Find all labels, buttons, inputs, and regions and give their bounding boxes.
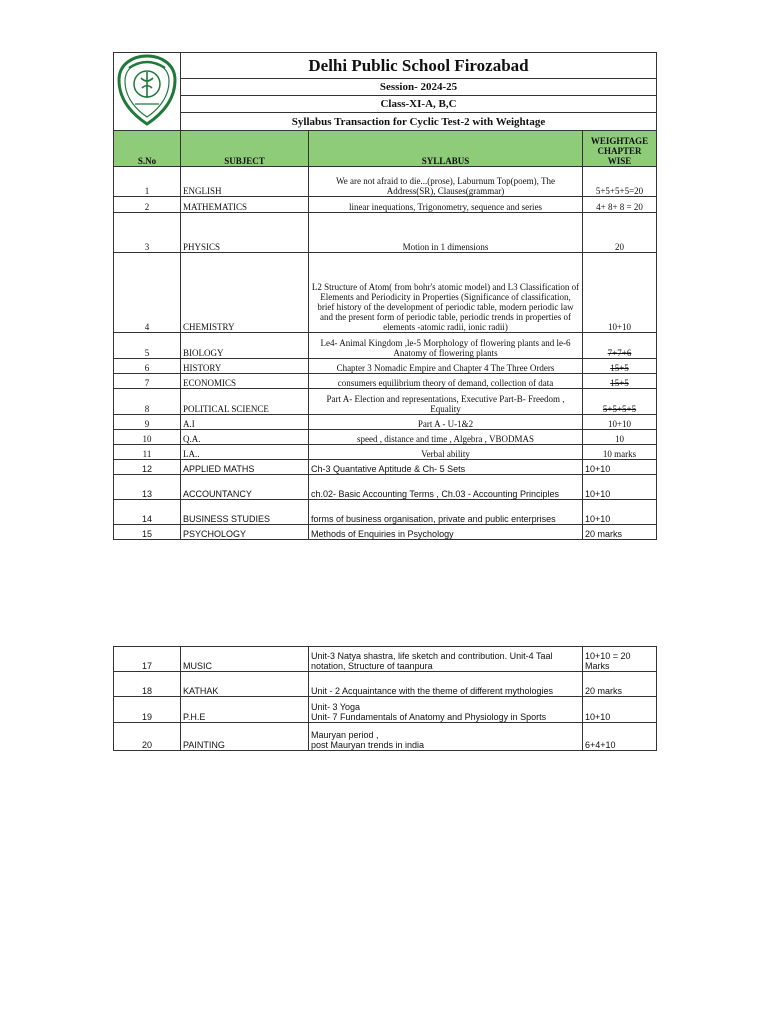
cell-syllabus: We are not afraid to die...(prose), Laburnum Top(poem), The Address(SR), Clauses(grammar) (309, 167, 583, 197)
table-row (114, 359, 657, 374)
cell-weightage: 10+10 (583, 475, 657, 500)
table-row (114, 430, 657, 445)
cell-sno: 19 (114, 697, 181, 723)
cell-syllabus: Methods of Enquiries in Psychology (309, 525, 583, 540)
cell-sno: 12 (114, 460, 181, 475)
cell-weightage: 10+10 (583, 697, 657, 723)
cell-weightage: 15+5 (583, 359, 657, 374)
table-row (114, 167, 657, 197)
cell-subject: ACCOUNTANCY (181, 475, 309, 500)
school-crest-icon (115, 54, 179, 126)
cell-subject: P.H.E (181, 697, 309, 723)
cell-weightage: 4+ 8+ 8 = 20 (583, 197, 657, 213)
table-row (114, 213, 657, 253)
cell-sno: 14 (114, 500, 181, 525)
cell-sno: 15 (114, 525, 181, 540)
table-row (114, 460, 657, 475)
cell-syllabus: Le4- Animal Kingdom ,le-5 Morphology of flowering plants and le-6 Anatomy of flowering plants (309, 333, 583, 359)
cell-weightage: 10 (583, 430, 657, 445)
cell-subject: BUSINESS STUDIES (181, 500, 309, 525)
table-row (114, 333, 657, 359)
cell-subject: ENGLISH (181, 167, 309, 197)
table-row (114, 415, 657, 430)
cell-subject: BIOLOGY (181, 333, 309, 359)
cell-syllabus: Mauryan period , post Mauryan trends in india (309, 723, 583, 751)
cell-weightage: 5+5+5+5 (583, 389, 657, 415)
table-row (114, 374, 657, 389)
cell-syllabus: L2 Structure of Atom( from bohr's atomic model) and L3 Classification of Elements and Periodicity in Properties (Significance of classification, brief history of the development of periodic table, modern periodic law and the present form of periodic table, periodic trends in properties of elements -atomic radii, ionic radii) (309, 253, 583, 333)
cell-sno: 20 (114, 723, 181, 751)
col-subject: SUBJECT (181, 131, 309, 167)
col-weightage: WEIGHTAGE CHAPTER WISE (583, 131, 657, 167)
cell-weightage: 10+10 (583, 415, 657, 430)
col-syllabus: SYLLABUS (309, 131, 583, 167)
cell-weightage: 10+10 (583, 460, 657, 475)
cell-weightage: 20 marks (583, 672, 657, 697)
table-row (114, 500, 657, 525)
cell-sno: 4 (114, 253, 181, 333)
table-row (114, 672, 657, 697)
column-header-row (114, 131, 657, 167)
cell-syllabus: linear inequations, Trigonometry, sequence and series (309, 197, 583, 213)
col-sno: S.No (114, 131, 181, 167)
table-row (114, 525, 657, 540)
cell-syllabus: forms of business organisation, private and public enterprises (309, 500, 583, 525)
table-row (114, 723, 657, 751)
cell-subject: KATHAK (181, 672, 309, 697)
syllabus-table (113, 52, 657, 540)
cell-subject: PHYSICS (181, 213, 309, 253)
cell-syllabus: Chapter 3 Nomadic Empire and Chapter 4 The Three Orders (309, 359, 583, 374)
table-row (114, 647, 657, 672)
table-row (114, 445, 657, 460)
cell-weightage: 10+10 = 20 Marks (583, 647, 657, 672)
cell-sno: 13 (114, 475, 181, 500)
cell-sno: 9 (114, 415, 181, 430)
cell-weightage: 5+5+5+5=20 (583, 167, 657, 197)
cell-syllabus: Part A - U-1&2 (309, 415, 583, 430)
school-logo (114, 53, 181, 131)
cell-syllabus: Unit-3 Natya shastra, life sketch and contribution. Unit-4 Taal notation, Structure of taanpura (309, 647, 583, 672)
cell-syllabus: consumers equilibrium theory of demand, collection of data (309, 374, 583, 389)
syllabus-table-2 (113, 646, 657, 751)
cell-sno: 11 (114, 445, 181, 460)
cell-sno: 1 (114, 167, 181, 197)
table-row (114, 697, 657, 723)
cell-weightage: 6+4+10 (583, 723, 657, 751)
cell-sno: 5 (114, 333, 181, 359)
session: Session- 2024-25 (181, 79, 657, 96)
cell-subject: APPLIED MATHS (181, 460, 309, 475)
table-row (114, 389, 657, 415)
cell-sno: 2 (114, 197, 181, 213)
table-row (114, 197, 657, 213)
cell-syllabus: Unit - 2 Acquaintance with the theme of different mythologies (309, 672, 583, 697)
table-row (114, 475, 657, 500)
cell-subject: MUSIC (181, 647, 309, 672)
cell-subject: PSYCHOLOGY (181, 525, 309, 540)
cell-subject: PAINTING (181, 723, 309, 751)
cell-syllabus: Ch-3 Quantative Aptitude & Ch- 5 Sets (309, 460, 583, 475)
cell-syllabus: Verbal ability (309, 445, 583, 460)
table-subtitle: Syllabus Transaction for Cyclic Test-2 with Weightage (181, 113, 657, 131)
cell-subject: ECONOMICS (181, 374, 309, 389)
cell-sno: 18 (114, 672, 181, 697)
cell-sno: 17 (114, 647, 181, 672)
cell-syllabus: Motion in 1 dimensions (309, 213, 583, 253)
cell-weightage: 7+7+6 (583, 333, 657, 359)
cell-weightage: 10+10 (583, 253, 657, 333)
cell-sno: 6 (114, 359, 181, 374)
cell-subject: MATHEMATICS (181, 197, 309, 213)
cell-subject: Q.A. (181, 430, 309, 445)
cell-weightage: 10 marks (583, 445, 657, 460)
cell-sno: 10 (114, 430, 181, 445)
cell-sno: 3 (114, 213, 181, 253)
cell-weightage: 20 marks (583, 525, 657, 540)
cell-subject: HISTORY (181, 359, 309, 374)
cell-subject: POLITICAL SCIENCE (181, 389, 309, 415)
cell-weightage: 20 (583, 213, 657, 253)
cell-subject: CHEMISTRY (181, 253, 309, 333)
class-info: Class-XI-A, B,C (181, 96, 657, 113)
cell-weightage: 15+5 (583, 374, 657, 389)
cell-sno: 7 (114, 374, 181, 389)
cell-subject: LA.. (181, 445, 309, 460)
cell-syllabus: Unit- 3 Yoga Unit- 7 Fundamentals of Anatomy and Physiology in Sports (309, 697, 583, 723)
cell-subject: A.I (181, 415, 309, 430)
cell-syllabus: Part A- Election and representations, Executive Part-B- Freedom , Equality (309, 389, 583, 415)
school-name: Delhi Public School Firozabad (181, 53, 657, 79)
table-row (114, 253, 657, 333)
cell-weightage: 10+10 (583, 500, 657, 525)
cell-sno: 8 (114, 389, 181, 415)
cell-syllabus: speed , distance and time , Algebra , VBODMAS (309, 430, 583, 445)
cell-syllabus: ch.02- Basic Accounting Terms , Ch.03 - Accounting Principles (309, 475, 583, 500)
